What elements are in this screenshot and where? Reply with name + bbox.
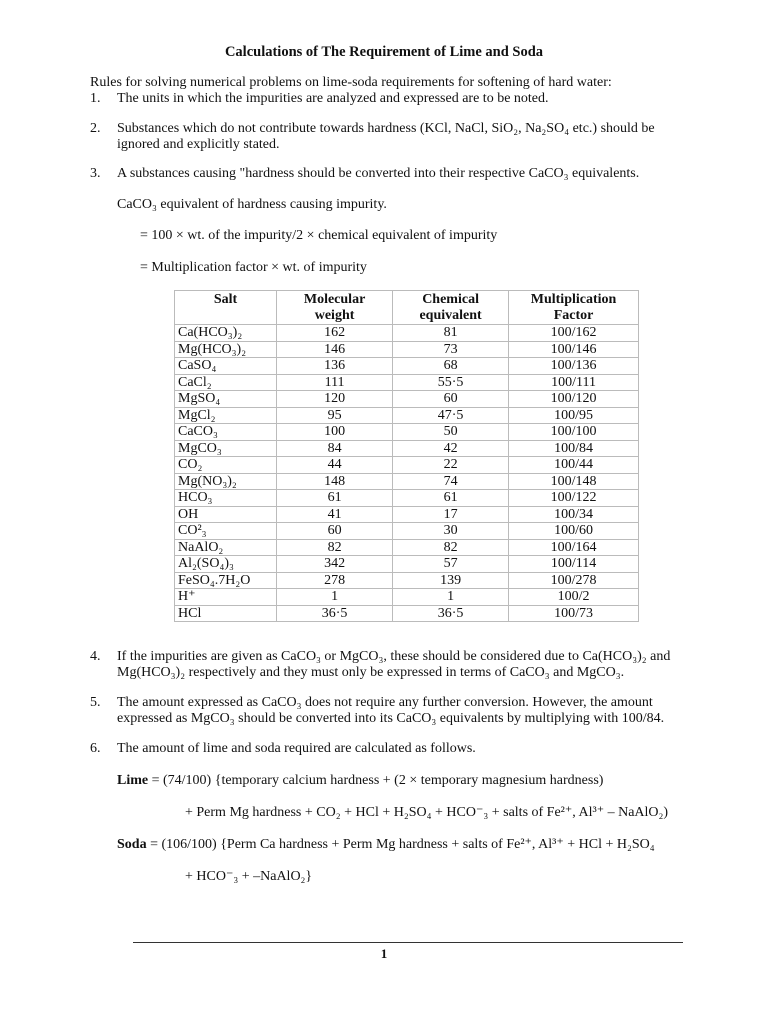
item-number: 2. <box>90 121 101 136</box>
multiplication-factor-cell: 100/73 <box>509 605 639 622</box>
chemical-equivalent-cell: 57 <box>393 556 509 573</box>
header-salt: Salt <box>175 291 277 325</box>
item-text: If the impurities are given as CaCO₃ or MgCO₃, these should be considered due to Ca(HCO₃)₂ and <box>117 649 671 664</box>
lime-formula <box>117 773 603 789</box>
table-row <box>175 374 639 391</box>
salt-cell: OH <box>175 506 277 523</box>
molecular-weight-cell: 120 <box>277 391 393 408</box>
multiplication-factor-cell: 100/164 <box>509 539 639 556</box>
multiplication-factor-cell: 100/146 <box>509 341 639 358</box>
salt-cell: Mg(HCO₃)₂ <box>175 341 277 358</box>
molecular-weight-cell: 44 <box>277 457 393 474</box>
multiplication-factor-cell: 100/136 <box>509 358 639 375</box>
table-row <box>175 605 639 622</box>
multiplication-factor-cell: 100/122 <box>509 490 639 507</box>
chemical-equivalent-cell: 36·5 <box>393 605 509 622</box>
multiplication-factor-cell: 100/162 <box>509 325 639 342</box>
multiplication-factor-cell: 100/60 <box>509 523 639 540</box>
salt-cell: HCO₃ <box>175 490 277 507</box>
salt-cell: MgCl₂ <box>175 407 277 424</box>
salt-cell: HCl <box>175 605 277 622</box>
salt-cell: Ca(HCO₃)₂ <box>175 325 277 342</box>
multiplication-factor-cell: 100/148 <box>509 473 639 490</box>
salt-cell: CaCl₂ <box>175 374 277 391</box>
chemical-equivalent-cell: 30 <box>393 523 509 540</box>
table-row <box>175 473 639 490</box>
chemical-equivalent-cell: 68 <box>393 358 509 375</box>
molecular-weight-cell: 61 <box>277 490 393 507</box>
lime-label: Lime <box>117 773 149 788</box>
item-text: The units in which the impurities are analyzed and expressed are to be noted. <box>117 91 549 106</box>
multiplication-factor-cell: 100/44 <box>509 457 639 474</box>
multiplication-factor-cell: 100/278 <box>509 572 639 589</box>
salt-cell: Mg(NO₃)₂ <box>175 473 277 490</box>
table-row <box>175 572 639 589</box>
multiplication-factor-cell: 100/120 <box>509 391 639 408</box>
item-text: The amount expressed as CaCO₃ does not require any further conversion. However, the amount <box>117 695 653 710</box>
table-row <box>175 341 639 358</box>
multiplication-factor-cell: 100/100 <box>509 424 639 441</box>
chemical-equivalent-cell: 60 <box>393 391 509 408</box>
multiplication-factor-table <box>174 290 639 622</box>
table-row <box>175 457 639 474</box>
salt-cell: MgCO₃ <box>175 440 277 457</box>
formula-2: = Multiplication factor × wt. of impurity <box>140 260 367 275</box>
molecular-weight-cell: 278 <box>277 572 393 589</box>
soda-line-1: = (106/100) {Perm Ca hardness + Perm Mg hardness + salts of Fe²⁺, Al³⁺ + HCl + H₂SO₄ <box>146 837 655 852</box>
table-row <box>175 506 639 523</box>
lime-line-1: = (74/100) {temporary calcium hardness + (2 × temporary magnesium hardness) <box>148 773 604 788</box>
item-number: 4. <box>90 649 101 664</box>
chemical-equivalent-cell: 73 <box>393 341 509 358</box>
table-row <box>175 325 639 342</box>
molecular-weight-cell: 84 <box>277 440 393 457</box>
chemical-equivalent-cell: 139 <box>393 572 509 589</box>
soda-label: Soda <box>117 837 147 852</box>
salt-cell: NaAlO₂ <box>175 539 277 556</box>
multiplication-factor-cell: 100/95 <box>509 407 639 424</box>
soda-line-2: + HCO⁻₃ + –NaAlO₂} <box>185 869 313 884</box>
item-text: expressed as MgCO₃ should be converted into its CaCO₃ equivalents by multiplying with 100/84. <box>117 711 665 726</box>
molecular-weight-cell: 95 <box>277 407 393 424</box>
footer-divider <box>133 942 683 943</box>
multiplication-factor-cell: 100/2 <box>509 589 639 606</box>
item-text: Mg(HCO₃)₂ respectively and they must only be expressed in terms of CaCO₃ and MgCO₃. <box>117 665 625 680</box>
item-text: The amount of lime and soda required are calculated as follows. <box>117 741 476 756</box>
formula-1: = 100 × wt. of the impurity/2 × chemical equivalent of impurity <box>140 228 498 243</box>
table-row <box>175 556 639 573</box>
salt-cell: FeSO₄.7H₂O <box>175 572 277 589</box>
table-row <box>175 391 639 408</box>
molecular-weight-cell: 36·5 <box>277 605 393 622</box>
intro-text: Rules for solving numerical problems on lime-soda requirements for softening of hard water: <box>90 75 612 90</box>
table-row <box>175 440 639 457</box>
molecular-weight-cell: 82 <box>277 539 393 556</box>
chemical-equivalent-cell: 81 <box>393 325 509 342</box>
item-text: ignored and explicitly stated. <box>117 137 280 152</box>
header-chemical-equivalent: Chemical equivalent <box>393 291 509 325</box>
soda-formula <box>117 837 655 853</box>
molecular-weight-cell: 342 <box>277 556 393 573</box>
molecular-weight-cell: 136 <box>277 358 393 375</box>
molecular-weight-cell: 148 <box>277 473 393 490</box>
molecular-weight-cell: 100 <box>277 424 393 441</box>
table-row <box>175 424 639 441</box>
multiplication-factor-cell: 100/84 <box>509 440 639 457</box>
salt-cell: CO₂ <box>175 457 277 474</box>
salt-cell: CaCO₃ <box>175 424 277 441</box>
header-multiplication-factor: Multiplication Factor <box>509 291 639 325</box>
page-number: 1 <box>380 946 388 961</box>
chemical-equivalent-cell: 22 <box>393 457 509 474</box>
chemical-equivalent-cell: 82 <box>393 539 509 556</box>
salt-cell: Al₂(SO₄)₃ <box>175 556 277 573</box>
chemical-equivalent-cell: 55·5 <box>393 374 509 391</box>
equivalent-heading: CaCO₃ equivalent of hardness causing impurity. <box>117 197 387 212</box>
molecular-weight-cell: 162 <box>277 325 393 342</box>
item-text: A substances causing "hardness should be converted into their respective CaCO₃ equivalents. <box>117 166 640 181</box>
multiplication-factor-cell: 100/34 <box>509 506 639 523</box>
molecular-weight-cell: 60 <box>277 523 393 540</box>
item-number: 3. <box>90 166 101 181</box>
chemical-equivalent-cell: 47·5 <box>393 407 509 424</box>
molecular-weight-cell: 146 <box>277 341 393 358</box>
header-molecular-weight: Molecular weight <box>277 291 393 325</box>
molecular-weight-cell: 41 <box>277 506 393 523</box>
molecular-weight-cell: 1 <box>277 589 393 606</box>
chemical-equivalent-cell: 42 <box>393 440 509 457</box>
page-title: Calculations of The Requirement of Lime and Soda <box>224 44 544 60</box>
item-number: 5. <box>90 695 101 710</box>
item-number: 6. <box>90 741 101 756</box>
table-row <box>175 407 639 424</box>
salt-cell: H⁺ <box>175 589 277 606</box>
salt-cell: CaSO₄ <box>175 358 277 375</box>
chemical-equivalent-cell: 74 <box>393 473 509 490</box>
multiplication-factor-cell: 100/114 <box>509 556 639 573</box>
table-row <box>175 539 639 556</box>
multiplication-factor-cell: 100/111 <box>509 374 639 391</box>
chemical-equivalent-cell: 17 <box>393 506 509 523</box>
chemical-equivalent-cell: 50 <box>393 424 509 441</box>
salt-cell: CO²₃ <box>175 523 277 540</box>
table-row <box>175 589 639 606</box>
item-number: 1. <box>90 91 101 106</box>
lime-line-2: + Perm Mg hardness + CO₂ + HCl + H₂SO₄ + HCO⁻₃ + salts of Fe²⁺, Al³⁺ – NaAlO₂) <box>185 805 669 820</box>
table-row <box>175 358 639 375</box>
item-text: Substances which do not contribute towards hardness (KCl, NaCl, SiO₂, Na₂SO₄ etc.) should be <box>117 121 655 136</box>
table-header-row <box>175 291 639 325</box>
chemical-equivalent-cell: 1 <box>393 589 509 606</box>
molecular-weight-cell: 111 <box>277 374 393 391</box>
table-row <box>175 490 639 507</box>
chemical-equivalent-cell: 61 <box>393 490 509 507</box>
table-row <box>175 523 639 540</box>
salt-cell: MgSO₄ <box>175 391 277 408</box>
